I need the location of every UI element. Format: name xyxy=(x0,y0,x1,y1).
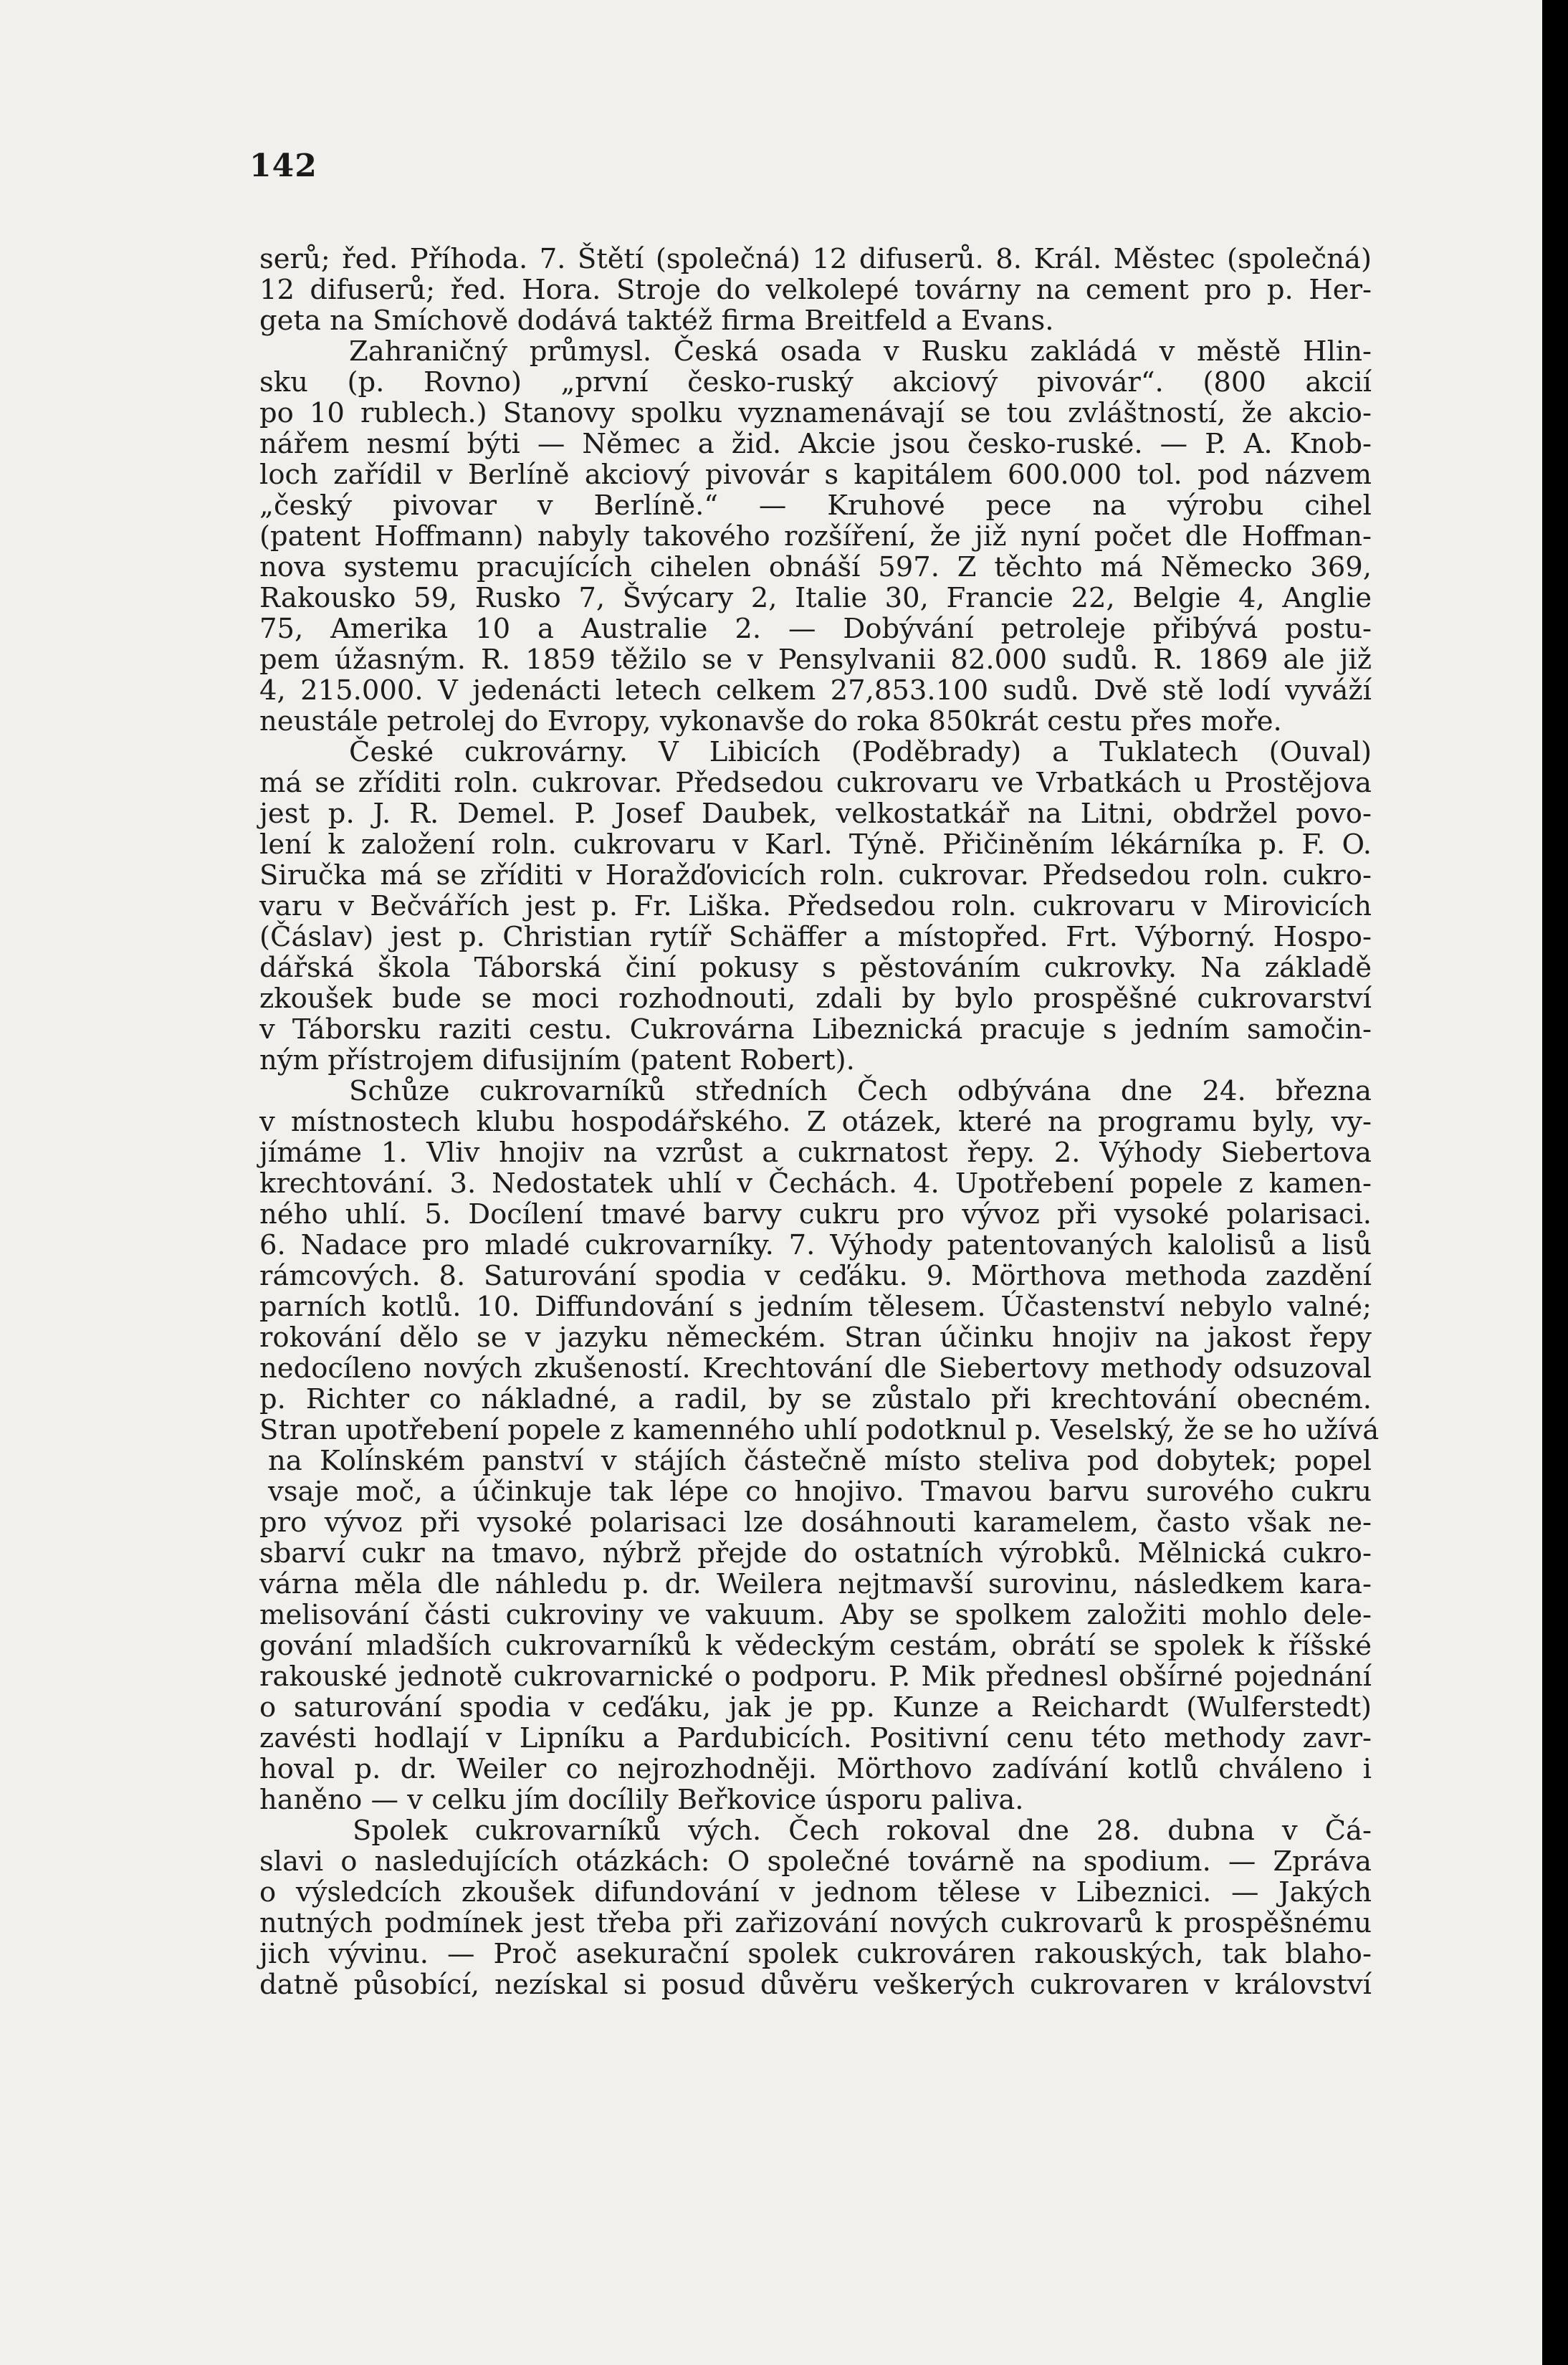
text-line: zavésti hodlají v Lipníku a Pardubicích. Positivní cenu této methody zavr- xyxy=(259,1722,1372,1754)
body-text xyxy=(259,243,1380,2001)
text-line: rokování dělo se v jazyku německém. Stran účinku hnojiv na jakost řepy xyxy=(259,1322,1372,1354)
text-line: serů; řed. Příhoda. 7. Štětí (společná) 12 difuserů. 8. Král. Městec (společná) xyxy=(259,243,1372,275)
text-line: loch zařídil v Berlíně akciový pivovár s kapitálem 600.000 tol. pod názvem xyxy=(259,459,1372,491)
text-line: sbarví cukr na tmavo, nýbrž přejde do ostatních výrobků. Mělnická cukro- xyxy=(259,1537,1372,1570)
text-line: nova systemu pracujících cihelen obnáší 597. Z těchto má Německo 369, xyxy=(259,551,1372,583)
text-line: várna měla dle náhledu p. dr. Weilera nejtmavší surovinu, následkem kara- xyxy=(259,1568,1372,1600)
text-line: melisování části cukroviny ve vakuum. Aby se spolkem založiti mohlo dele- xyxy=(259,1599,1372,1631)
text-line: slavi o nasledujících otázkách: O společné továrně na spodium. — Zpráva xyxy=(259,1845,1372,1878)
text-line: 6. Nadace pro mladé cukrovarníky. 7. Výhody patentovaných kalolisů a lisů xyxy=(259,1229,1372,1261)
text-line: jest p. J. R. Demel. P. Josef Daubek, velkostatkář na Litni, obdržel povo- xyxy=(259,798,1372,830)
text-line: jímáme 1. Vliv hnojiv na vzrůst a cukrnatost řepy. 2. Výhody Siebertova xyxy=(259,1137,1372,1169)
text-line: p. Richter co nákladné, a radil, by se zůstalo při krechtování obecném. xyxy=(259,1383,1372,1415)
text-line: (patent Hoffmann) nabyly takového rozšíření, že již nyní počet dle Hoffman- xyxy=(259,520,1372,553)
text-line: krechtování. 3. Nedostatek uhlí v Čechách. 4. Upotřebení popele z kamen- xyxy=(259,1167,1372,1200)
text-line: Spolek cukrovarníků vých. Čech rokoval dne 28. dubna v Čá- xyxy=(353,1815,1372,1847)
text-line: v Táborsku raziti cestu. Cukrovárna Libeznická pracuje s jedním samočin- xyxy=(259,1013,1372,1046)
text-line: datně působící, nezískal si posud důvěru veškerých cukrovaren v království xyxy=(259,1969,1372,2001)
text-line: ného uhlí. 5. Docílení tmavé barvy cukru pro vývoz při vysoké polarisaci. xyxy=(259,1198,1372,1231)
text-line: ným přístrojem difusijním (patent Robert). xyxy=(259,1044,855,1076)
text-line: parních kotlů. 10. Diffundování s jedním tělesem. Účastenství nebylo valné; xyxy=(259,1291,1372,1323)
text-line: rámcových. 8. Saturování spodia v ceďáku. 9. Mörthova methoda zazdění xyxy=(259,1260,1372,1292)
text-line: zkoušek bude se moci rozhodnouti, zdali by bylo prospěšné cukrovarství xyxy=(259,983,1372,1015)
text-line: Rakousko 59, Rusko 7, Švýcary 2, Italie 30, Francie 22, Belgie 4, Anglie xyxy=(259,582,1372,614)
text-line: na Kolínském panství v stájích částečně místo steliva pod dobytek; popel xyxy=(268,1445,1372,1477)
text-line: v místnostech klubu hospodářského. Z otázek, které na programu byly, vy- xyxy=(259,1106,1372,1138)
text-line: má se zříditi roln. cukrovar. Předsedou cukrovaru ve Vrbatkách u Prostějova xyxy=(259,767,1372,799)
text-line: gování mladších cukrovarníků k vědeckým cestám, obrátí se spolek k říšské xyxy=(259,1630,1372,1662)
text-line: neustále petrolej do Evropy, vykonavše do roka 850krát cestu přes moře. xyxy=(259,705,1282,737)
text-line: 4, 215.000. V jedenácti letech celkem 27,853.100 sudů. Dvě stě lodí vyváží xyxy=(259,674,1372,707)
text-line: 75, Amerika 10 a Australie 2. — Dobývání petroleje přibývá postu- xyxy=(259,613,1372,645)
text-line: varu v Bečvářích jest p. Fr. Liška. Předsedou roln. cukrovaru v Mirovicích xyxy=(259,890,1372,922)
text-line: o saturování spodia v ceďáku, jak je pp. Kunze a Reichardt (Wulferstedt) xyxy=(259,1691,1372,1724)
text-line: „český pivovar v Berlíně.“ — Kruhové pece na výrobu cihel xyxy=(259,489,1372,522)
text-line: o výsledcích zkoušek difundování v jednom tělese v Libeznici. — Jakých xyxy=(259,1876,1372,1908)
text-line: geta na Smíchově dodává taktéž firma Breitfeld a Evans. xyxy=(259,305,1054,337)
text-line: vsaje moč, a účinkuje tak lépe co hnojivo. Tmavou barvu surového cukru xyxy=(268,1476,1372,1508)
text-line: nářem nesmí býti — Němec a žid. Akcie jsou česko-ruské. — P. A. Knob- xyxy=(259,428,1372,460)
text-line: Stran upotřebení popele z kamenného uhlí podotknul p. Veselský, že se ho užívá xyxy=(259,1414,1380,1446)
scan-border xyxy=(1542,0,1568,2365)
text-line: jich vývinu. — Proč asekurační spolek cukrováren rakouských, tak blaho- xyxy=(259,1938,1372,1970)
text-line: pem úžasným. R. 1859 těžilo se v Pensylvanii 82.000 sudů. R. 1869 ale již xyxy=(259,644,1372,676)
text-line: Zahraničný průmysl. Česká osada v Rusku zakládá v městě Hlin- xyxy=(349,335,1372,368)
page-number: 142 xyxy=(249,148,317,184)
text-line: pro vývoz při vysoké polarisaci lze dosáhnouti karamelem, často však ne- xyxy=(259,1506,1372,1539)
text-line: dářská škola Táborská činí pokusy s pěstováním cukrovky. Na základě xyxy=(259,952,1372,984)
text-line: hoval p. dr. Weiler co nejrozhodněji. Mörthovo zadívání kotlů chváleno i xyxy=(259,1753,1372,1785)
text-line: Siručka má se zříditi v Horažďovicích roln. cukrovar. Předsedou roln. cukro- xyxy=(259,859,1372,892)
text-line: lení k založení roln. cukrovaru v Karl. Týně. Přičiněním lékárníka p. F. O. xyxy=(259,828,1372,861)
text-line: haněno — v celku jím docílily Beřkovice úsporu paliva. xyxy=(259,1784,1024,1816)
text-line: (Čáslav) jest p. Christian rytíř Schäffer a místopřed. Frt. Výborný. Hospo- xyxy=(259,921,1372,953)
text-line: sku (p. Rovno) „první česko-ruský akciový pivovár“. (800 akcií xyxy=(259,366,1372,398)
text-line: České cukrovárny. V Libicích (Poděbrady) a Tuklatech (Ouval) xyxy=(349,736,1372,768)
text-line: 12 difuserů; řed. Hora. Stroje do velkolepé továrny na cement pro p. Her- xyxy=(259,274,1372,306)
text-line: nedocíleno nových zkušeností. Krechtování dle Siebertovy methody odsuzoval xyxy=(259,1352,1372,1385)
text-line: nutných podmínek jest třeba při zařizování nových cukrovarů k prospěšnému xyxy=(259,1907,1372,1939)
text-line: po 10 rublech.) Stanovy spolku vyznamenávají se tou zvláštností, že akcio- xyxy=(259,397,1372,429)
text-line: Schůze cukrovarníků středních Čech odbývána dne 24. března xyxy=(349,1075,1372,1107)
text-line: rakouské jednotě cukrovarnické o podporu. P. Mik přednesl obšírné pojednání xyxy=(259,1661,1372,1693)
